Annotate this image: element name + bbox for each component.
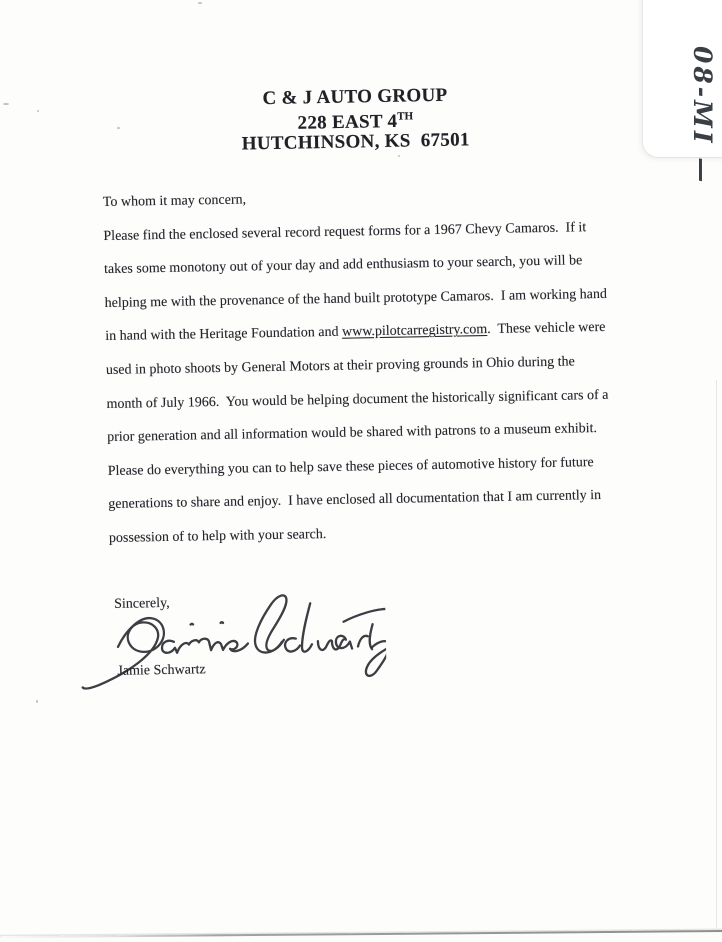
scan-speck: [117, 127, 120, 129]
closing-salutation: Sincerely,: [114, 595, 170, 612]
salutation: To whom it may concern,: [102, 192, 247, 211]
street-ordinal-suffix: TH: [397, 110, 414, 123]
body-line-5: used in photo shoots by General Motors at their proving grounds in Ohio during the: [105, 354, 575, 378]
body-line-3: helping me with the provenance of the hand built prototype Camaros. I am working hand: [104, 286, 608, 311]
body-line-1: Please find the enclosed several record request forms for a 1967 Chevy Camaros. If it: [103, 219, 587, 244]
body-line-6: month of July 1966. You would be helping document the historically significant cars of a: [106, 387, 609, 412]
street-address-text: 228 EAST 4: [297, 110, 398, 134]
url-text: www.pilotcarregistry.com: [341, 322, 488, 341]
filing-label: [642, 0, 722, 186]
body-line-2: takes some monotony out of your day and add enthusiasm to your search, you will be: [103, 253, 583, 278]
body-line-7: prior generation and all information would be shared with patrons to a museum exhibit.: [107, 421, 598, 446]
scan-speck: [398, 155, 400, 157]
letterhead: [0, 81, 717, 160]
scan-edge-line: [716, 380, 717, 928]
letter-body: [103, 176, 655, 555]
typed-signature-name: Jamie Schwartz: [117, 662, 206, 679]
body-line-4-post: . These vehicle were: [487, 320, 606, 338]
scan-speck: [3, 103, 9, 105]
scan-speck: [36, 700, 38, 703]
body-line-8: Please do everything you can to help save these pieces of automotive history for future: [107, 454, 594, 479]
company-name: C & J AUTO GROUP: [262, 84, 448, 110]
scan-speck: [198, 2, 202, 4]
handwritten-annotation: 08-MI —: [688, 46, 717, 186]
body-line-9: generations to share and enjoy. I have enclosed all documentation that I am currently in: [108, 488, 602, 513]
city-state-zip: HUTCHINSON, KS 67501: [241, 129, 470, 155]
body-line-4-pre: in hand with the Heritage Foundation and: [105, 325, 343, 345]
body-line-10: possession of to help with your search.: [108, 526, 327, 546]
scan-speck: [37, 110, 39, 112]
